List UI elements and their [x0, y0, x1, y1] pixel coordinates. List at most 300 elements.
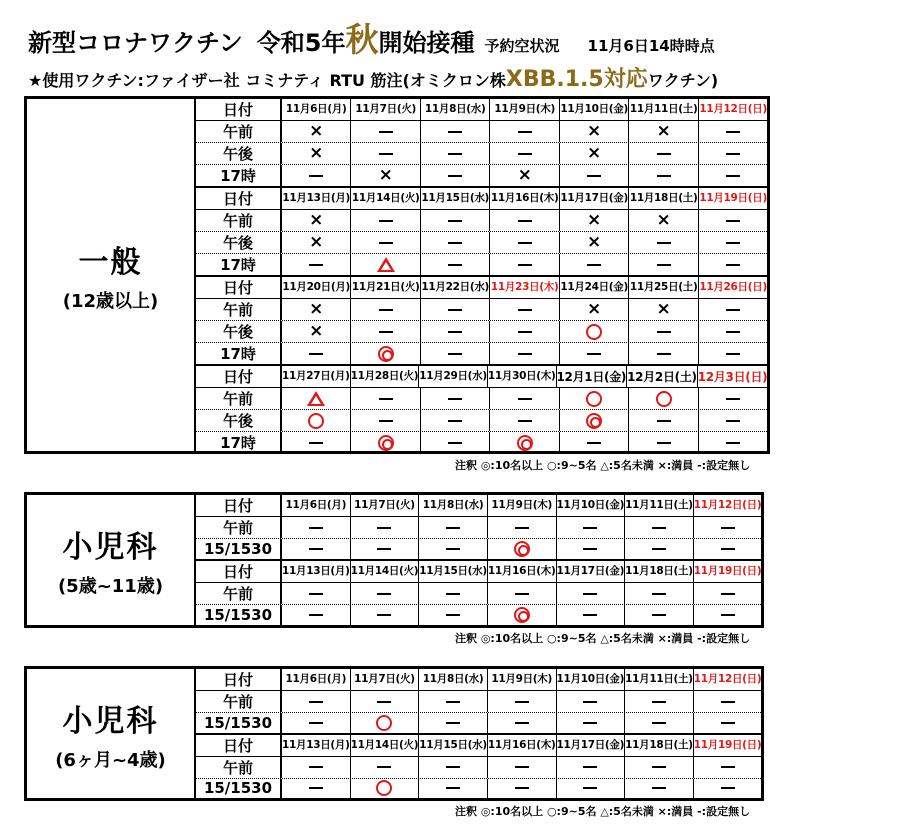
- section-general: [24, 96, 770, 454]
- slot-row: [196, 410, 767, 432]
- vaccine-info: [28, 62, 898, 92]
- full-cross-mark: ×: [656, 299, 671, 319]
- no-slot-dash: [583, 548, 597, 550]
- date-cell: [560, 277, 629, 298]
- section-pediatric-5-11: [24, 492, 764, 628]
- slot-cell: [282, 410, 351, 431]
- slot-cell: [557, 583, 626, 604]
- no-slot-dash: [652, 722, 666, 724]
- date-cell: [629, 99, 698, 120]
- full-cross-mark: ×: [587, 121, 602, 141]
- date-label: 11月21日(火): [351, 281, 420, 294]
- slot-cell: [560, 254, 629, 275]
- full-cross-mark: ×: [587, 299, 602, 319]
- slot-cell: [421, 388, 490, 409]
- date-label: 11月18日(土): [625, 738, 693, 751]
- slot-cell: [629, 210, 698, 231]
- no-slot-dash: [583, 787, 597, 789]
- full-cross-mark: ×: [656, 121, 671, 141]
- date-row: [196, 99, 767, 121]
- slot-row: [196, 779, 761, 799]
- slot-cell: [629, 299, 698, 320]
- no-slot-dash: [379, 420, 393, 422]
- slot-cell: [560, 143, 629, 164]
- no-slot-dash: [379, 331, 393, 333]
- slot-cell: [282, 210, 351, 231]
- no-slot-dash: [446, 701, 460, 703]
- slot-cell: [490, 143, 559, 164]
- date-cell: [557, 735, 626, 756]
- no-slot-dash: [448, 242, 462, 244]
- no-slot-dash: [515, 701, 529, 703]
- no-slot-dash: [379, 242, 393, 244]
- slot-cell: [625, 583, 694, 604]
- no-slot-dash: [515, 722, 529, 724]
- double-circle-mark: [378, 435, 394, 451]
- slot-cell: [419, 779, 488, 799]
- slot-cell: [625, 517, 694, 538]
- date-cell: [557, 669, 626, 690]
- no-slot-dash: [652, 548, 666, 550]
- slot-row: [196, 388, 767, 410]
- no-slot-dash: [377, 548, 391, 550]
- slot-cell: [421, 432, 490, 453]
- double-circle-mark: [378, 346, 394, 362]
- no-slot-dash: [309, 442, 323, 444]
- slot-cell: [629, 143, 698, 164]
- no-slot-dash: [448, 331, 462, 333]
- full-cross-mark: ×: [309, 210, 324, 230]
- date-label: 11月14日(火): [350, 738, 419, 751]
- full-cross-mark: ×: [309, 321, 324, 341]
- date-label: 11月13日(月): [282, 738, 350, 751]
- slot-cell: [421, 143, 490, 164]
- date-cell: [627, 366, 698, 387]
- slot-cell: [490, 254, 559, 275]
- no-slot-dash: [657, 331, 671, 333]
- no-slot-dash: [309, 353, 323, 355]
- date-label: 11月6日(月): [285, 103, 347, 116]
- circle-mark: [376, 780, 392, 796]
- no-slot-dash: [515, 766, 529, 768]
- no-slot-dash: [657, 175, 671, 177]
- no-slot-dash: [583, 722, 597, 724]
- row-label: 午後: [196, 321, 282, 342]
- no-slot-dash: [726, 420, 740, 422]
- no-slot-dash: [446, 787, 460, 789]
- slot-row: [196, 254, 767, 277]
- slot-cell: [629, 165, 698, 186]
- date-label: 11月12日(日): [693, 499, 762, 512]
- date-cell: [625, 669, 694, 690]
- no-slot-dash: [587, 264, 601, 266]
- row-label-date: 日付: [196, 669, 282, 690]
- slot-cell: [488, 583, 557, 604]
- circle-mark: [656, 391, 672, 407]
- no-slot-dash: [652, 593, 666, 595]
- no-slot-dash: [448, 398, 462, 400]
- slot-cell: [557, 517, 626, 538]
- date-cell: [419, 366, 488, 387]
- date-label: 11月9日(木): [491, 499, 552, 512]
- date-cell: [282, 99, 351, 120]
- slot-cell: [557, 757, 626, 778]
- row-label: 午前: [196, 691, 282, 712]
- slot-row: [196, 343, 767, 366]
- no-slot-dash: [446, 722, 460, 724]
- title-start: 開始接種: [378, 29, 475, 57]
- slot-cell: [694, 605, 762, 625]
- no-slot-dash: [309, 701, 323, 703]
- date-label: 11月15日(水): [421, 192, 490, 205]
- slot-cell: [699, 121, 767, 142]
- no-slot-dash: [377, 527, 391, 529]
- date-row: [196, 188, 767, 210]
- date-cell: [282, 188, 351, 209]
- date-cell: [351, 561, 420, 582]
- no-slot-dash: [721, 766, 735, 768]
- row-label: 17時: [196, 254, 282, 275]
- no-slot-dash: [379, 309, 393, 311]
- slot-cell: [490, 165, 559, 186]
- no-slot-dash: [518, 264, 532, 266]
- date-label: 11月6日(月): [285, 499, 347, 512]
- row-label: 15/1530: [196, 539, 282, 559]
- full-cross-mark: ×: [378, 165, 393, 185]
- no-slot-dash: [448, 220, 462, 222]
- slot-cell: [490, 232, 559, 253]
- slot-cell: [629, 121, 698, 142]
- date-cell: [282, 277, 351, 298]
- circle-mark: [586, 391, 602, 407]
- date-label: 11月17日(金): [556, 565, 625, 578]
- date-label: 11月7日(火): [354, 499, 415, 512]
- slot-cell: [488, 779, 557, 799]
- slot-cell: [625, 691, 694, 712]
- no-slot-dash: [721, 548, 735, 550]
- row-label: 午後: [196, 410, 282, 431]
- no-slot-dash: [583, 614, 597, 616]
- slot-cell: [694, 691, 762, 712]
- slot-row: [196, 299, 767, 321]
- date-label: 11月10日(金): [560, 103, 628, 116]
- date-label: 12月3日(日): [697, 369, 768, 384]
- date-label: 11月18日(土): [629, 192, 698, 205]
- slot-cell: [421, 410, 490, 431]
- slot-cell: [282, 254, 351, 275]
- date-label: 11月20日(月): [282, 281, 351, 294]
- section-age: (12歳以上): [62, 291, 159, 312]
- slot-cell: [351, 343, 420, 364]
- date-label: 11月13日(月): [282, 192, 351, 205]
- date-cell: [282, 735, 351, 756]
- slot-cell: [282, 583, 351, 604]
- no-slot-dash: [726, 242, 740, 244]
- row-label-date: 日付: [196, 735, 282, 756]
- no-slot-dash: [309, 264, 323, 266]
- slot-cell: [490, 210, 559, 231]
- date-label: 11月15日(水): [419, 738, 487, 751]
- slot-cell: [694, 517, 762, 538]
- no-slot-dash: [657, 353, 671, 355]
- no-slot-dash: [377, 593, 391, 595]
- slot-cell: [625, 605, 694, 625]
- slot-cell: [560, 121, 629, 142]
- date-label: 11月29日(水): [419, 370, 487, 383]
- no-slot-dash: [309, 787, 323, 789]
- slot-cell: [282, 165, 351, 186]
- slot-cell: [629, 388, 698, 409]
- date-cell: [351, 188, 420, 209]
- slot-cell: [351, 539, 420, 559]
- date-cell: [419, 669, 488, 690]
- title-autumn: 秋: [345, 20, 379, 59]
- slot-cell: [419, 713, 488, 733]
- slot-cell: [421, 254, 490, 275]
- date-row: [196, 366, 767, 388]
- no-slot-dash: [726, 175, 740, 177]
- slot-cell: [421, 121, 490, 142]
- no-slot-dash: [657, 242, 671, 244]
- title-year: 令和5年: [256, 29, 346, 57]
- slot-cell: [421, 232, 490, 253]
- page-header: [28, 14, 898, 59]
- slot-cell: [488, 691, 557, 712]
- row-label: 午前: [196, 121, 282, 142]
- slot-cell: [351, 254, 420, 275]
- slot-cell: [421, 165, 490, 186]
- date-label: 11月11日(土): [629, 103, 698, 116]
- no-slot-dash: [518, 420, 532, 422]
- date-label: 11月19日(日): [693, 565, 762, 578]
- date-cell: [351, 277, 420, 298]
- slot-cell: [351, 299, 420, 320]
- no-slot-dash: [583, 593, 597, 595]
- legend-general: 注釈 ◎:10名以上 ○:9~5名 △:5名未満 ×:満員 -:設定無し: [455, 459, 751, 472]
- date-cell: [488, 366, 557, 387]
- vaccine-highlight: XBB.1.5対応: [505, 67, 648, 92]
- row-label: 15/1530: [196, 713, 282, 733]
- no-slot-dash: [309, 527, 323, 529]
- no-slot-dash: [309, 593, 323, 595]
- section-label: [27, 495, 196, 625]
- slot-cell: [421, 321, 490, 342]
- no-slot-dash: [448, 442, 462, 444]
- slot-cell: [282, 779, 351, 799]
- date-row: [196, 669, 761, 691]
- row-label: 午後: [196, 143, 282, 164]
- date-label: 11月15日(水): [419, 565, 487, 578]
- no-slot-dash: [726, 264, 740, 266]
- date-cell: [419, 561, 488, 582]
- slot-cell: [351, 691, 420, 712]
- slot-row: [196, 210, 767, 232]
- slot-cell: [699, 388, 767, 409]
- slot-cell: [490, 432, 559, 453]
- row-label: 17時: [196, 165, 282, 186]
- no-slot-dash: [657, 442, 671, 444]
- date-label: 11月28日(火): [350, 370, 419, 383]
- no-slot-dash: [379, 153, 393, 155]
- slot-cell: [282, 343, 351, 364]
- no-slot-dash: [446, 766, 460, 768]
- no-slot-dash: [309, 766, 323, 768]
- slot-cell: [560, 321, 629, 342]
- date-cell: [557, 495, 626, 516]
- row-label: 15/1530: [196, 605, 282, 625]
- no-slot-dash: [652, 787, 666, 789]
- slot-cell: [490, 321, 559, 342]
- slot-cell: [557, 779, 626, 799]
- date-label: 11月14日(火): [350, 565, 419, 578]
- full-cross-mark: ×: [587, 210, 602, 230]
- slot-cell: [351, 517, 420, 538]
- full-cross-mark: ×: [309, 299, 324, 319]
- date-cell: [490, 188, 559, 209]
- no-slot-dash: [377, 766, 391, 768]
- subtitle: 予約空状況: [484, 37, 560, 55]
- no-slot-dash: [518, 242, 532, 244]
- no-slot-dash: [518, 309, 532, 311]
- slot-cell: [488, 539, 557, 559]
- date-cell: [419, 735, 488, 756]
- date-cell: [351, 735, 420, 756]
- title-vaccine: 新型コロナワクチン: [28, 29, 243, 57]
- slot-cell: [560, 299, 629, 320]
- date-cell: [694, 735, 762, 756]
- no-slot-dash: [652, 701, 666, 703]
- date-cell: [490, 277, 559, 298]
- date-label: 11月22日(水): [421, 281, 490, 294]
- row-label-date: 日付: [196, 277, 282, 298]
- no-slot-dash: [721, 722, 735, 724]
- no-slot-dash: [518, 220, 532, 222]
- slot-cell: [282, 605, 351, 625]
- no-slot-dash: [448, 353, 462, 355]
- row-label: 17時: [196, 432, 282, 453]
- date-label: 11月16日(木): [487, 738, 556, 751]
- slot-cell: [351, 321, 420, 342]
- slot-cell: [629, 321, 698, 342]
- slot-cell: [694, 583, 762, 604]
- slot-cell: [351, 388, 420, 409]
- slot-cell: [629, 254, 698, 275]
- circle-mark: [586, 324, 602, 340]
- date-label: 11月19日(日): [693, 738, 762, 751]
- date-cell: [488, 669, 557, 690]
- date-cell: [421, 277, 490, 298]
- slot-cell: [625, 713, 694, 733]
- no-slot-dash: [377, 701, 391, 703]
- row-label-date: 日付: [196, 188, 282, 209]
- date-label: 11月13日(月): [282, 565, 350, 578]
- date-label: 11月23日(木): [490, 281, 559, 294]
- date-label: 11月26日(日): [699, 281, 767, 294]
- slot-row: [196, 432, 767, 453]
- slot-cell: [699, 432, 767, 453]
- no-slot-dash: [518, 353, 532, 355]
- date-cell: [699, 188, 767, 209]
- slot-cell: [694, 757, 762, 778]
- slot-cell: [560, 410, 629, 431]
- date-cell: [351, 99, 420, 120]
- slot-cell: [557, 605, 626, 625]
- row-label: 午前: [196, 299, 282, 320]
- slot-cell: [351, 121, 420, 142]
- row-label-date: 日付: [196, 561, 282, 582]
- no-slot-dash: [518, 398, 532, 400]
- date-cell: [282, 495, 351, 516]
- slot-cell: [629, 232, 698, 253]
- date-cell: [282, 669, 351, 690]
- slot-cell: [351, 757, 420, 778]
- slot-cell: [282, 388, 351, 409]
- slot-cell: [557, 713, 626, 733]
- no-slot-dash: [726, 220, 740, 222]
- slot-cell: [421, 299, 490, 320]
- no-slot-dash: [726, 398, 740, 400]
- no-slot-dash: [657, 153, 671, 155]
- date-label: 11月9日(木): [491, 673, 552, 686]
- no-slot-dash: [721, 787, 735, 789]
- slot-cell: [699, 254, 767, 275]
- schedule-grid: [196, 99, 767, 451]
- no-slot-dash: [448, 309, 462, 311]
- date-label: 11月6日(月): [285, 673, 347, 686]
- date-label: 12月1日(金): [556, 369, 627, 384]
- row-label: 午前: [196, 517, 282, 538]
- date-cell: [351, 366, 420, 387]
- slot-cell: [282, 691, 351, 712]
- row-label: 午前: [196, 388, 282, 409]
- slot-cell: [694, 713, 762, 733]
- no-slot-dash: [446, 593, 460, 595]
- no-slot-dash: [652, 527, 666, 529]
- slot-row: [196, 605, 761, 625]
- date-cell: [557, 366, 628, 387]
- date-label: 11月8日(水): [424, 103, 486, 116]
- slot-row: [196, 713, 761, 735]
- no-slot-dash: [446, 527, 460, 529]
- slot-cell: [351, 713, 420, 733]
- section-label: [27, 669, 196, 798]
- slot-cell: [351, 605, 420, 625]
- date-label: 11月17日(金): [556, 738, 625, 751]
- date-label: 11月16日(木): [487, 565, 556, 578]
- circle-mark: [308, 413, 324, 429]
- no-slot-dash: [309, 548, 323, 550]
- slot-cell: [560, 432, 629, 453]
- slot-cell: [419, 517, 488, 538]
- full-cross-mark: ×: [587, 143, 602, 163]
- date-cell: [560, 99, 629, 120]
- slot-cell: [694, 779, 762, 799]
- timestamp: 11月6日14時時点: [587, 37, 715, 55]
- date-cell: [557, 561, 626, 582]
- date-cell: [698, 366, 768, 387]
- row-label: 15/1530: [196, 779, 282, 799]
- date-label: 11月17日(金): [560, 192, 628, 205]
- slot-row: [196, 143, 767, 165]
- slot-cell: [488, 605, 557, 625]
- date-label: 11月10日(金): [556, 499, 625, 512]
- no-slot-dash: [587, 442, 601, 444]
- slot-cell: [282, 713, 351, 733]
- slot-cell: [490, 343, 559, 364]
- no-slot-dash: [379, 220, 393, 222]
- no-slot-dash: [518, 153, 532, 155]
- slot-row: [196, 583, 761, 605]
